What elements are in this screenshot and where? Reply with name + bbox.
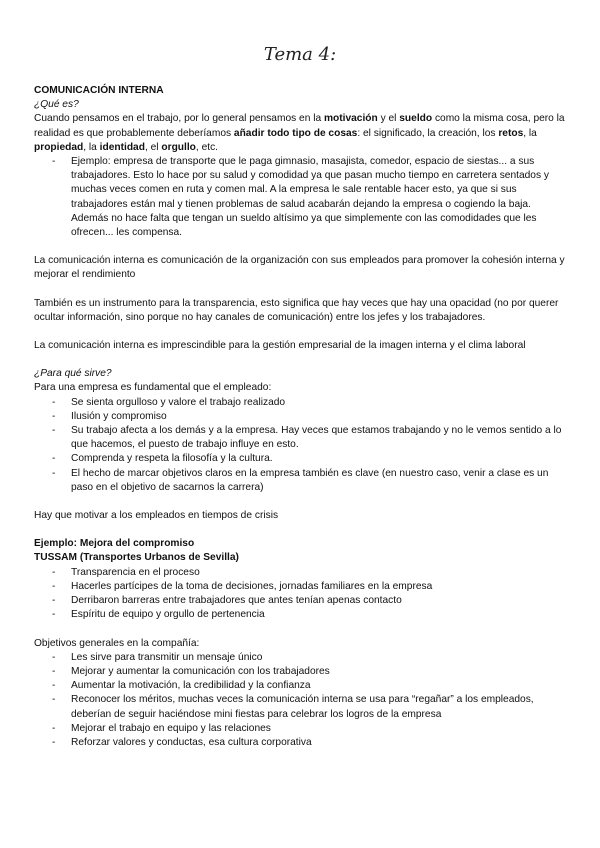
paragraph-motivation [34, 112, 566, 155]
tussam-heading: TUSSAM (Transportes Urbanos de Sevilla) [34, 552, 239, 564]
list-item: - Mejorar y aumentar la comunicación con los trabajadores [34, 665, 566, 679]
subheading-para-que-sirve: ¿Para qué sirve? [34, 368, 112, 380]
list-item: - Su trabajo afecta a los demás y a la empresa. Hay veces que estamos trabajando y no le vemos sentido a lo que hacemos, el puesto de trabajo influye en esto. [34, 424, 566, 452]
list-item: - Reforzar valores y conductas, esa cultura corporativa [34, 736, 566, 750]
list-item: - El hecho de marcar objetivos claros en la empresa también es clave (en nuestro caso, venir a clase es un paso en el objetivo de sacarnos la carrera) [34, 467, 566, 495]
list-item: - Derribaron barreras entre trabajadores que antes tenían apenas contacto [34, 594, 566, 608]
bold-term: propiedad [34, 141, 84, 153]
paragraph-crisis: Hay que motivar a los empleados en tiempos de crisis [34, 510, 279, 522]
example-heading: Ejemplo: Mejora del compromiso [34, 538, 195, 550]
paragraph-intro: Para una empresa es fundamental que el empleado: [34, 382, 272, 394]
paragraph-definition: La comunicación interna es comunicación de la organización con sus empleados para promover la cohesión interna y mejorar el rendimiento [34, 255, 565, 281]
example-list [34, 155, 566, 240]
text-run: , el [144, 141, 162, 153]
section-heading: COMUNICACIÓN INTERNA [34, 85, 164, 96]
bold-term: retos [498, 127, 524, 139]
text-run: y el [377, 113, 400, 125]
text-run: , la [83, 141, 100, 153]
list-item: - Reconocer los méritos, muchas veces la comunicación interna se usa para “regañar” a los empleados, deberían de seguir haciéndose mini fiestas para celebrar los logros de la empresa [34, 693, 566, 721]
text-run: , la [523, 127, 537, 139]
list-item: - Hacerles partícipes de la toma de decisiones, jornadas familiares en la empresa [34, 580, 566, 594]
text-run: Cuando pensamos en el trabajo, por lo general pensamos en la [34, 113, 324, 125]
subheading-que-es: ¿Qué es? [34, 99, 79, 111]
bold-term: añadir todo tipo de cosas [233, 127, 358, 139]
list-item: - Ejemplo: empresa de transporte que le paga gimnasio, masajista, comedor, espacio de siestas... a sus trabajadores. Esto lo hace por su salud y comodidad ya que pasan mucho tiempo en carretera sentados y muchas veces comen en ruta y comen mal. A la empresa le sale rentable hacer esto, ya que si sus trabajadores están mal y tienen problemas de salud acabarán dejando la empresa o cogiendo la baja. Además no hace falta que tengan un sueldo altísimo ya que simplemente con las comodidades que les ofrecen... les compensa. [34, 155, 566, 240]
objectives-list [34, 651, 566, 750]
list-item: - Comprenda y respeta la filosofía y la cultura. [34, 452, 566, 466]
list-item: - Ilusión y compromiso [34, 410, 566, 424]
list-item: - Espíritu de equipo y orgullo de pertenencia [34, 608, 566, 622]
bold-term: motivación [323, 113, 378, 125]
text-run: como la misma cosa, pero la realidad es que probablemente deberíamos [34, 113, 565, 139]
text-run: , etc. [195, 141, 218, 153]
list-item: - Se sienta orgulloso y valore el trabajo realizado [34, 396, 566, 410]
bold-term: identidad [99, 141, 145, 153]
text-run: : el significado, la creación, los [357, 127, 499, 139]
bold-term: sueldo [399, 113, 433, 125]
employee-list [34, 396, 566, 495]
list-item: - Les sirve para transmitir un mensaje único [34, 651, 566, 665]
list-item: - Mejorar el trabajo en equipo y las relaciones [34, 722, 566, 736]
list-item: - Aumentar la motivación, la credibilidad y la confianza [34, 679, 566, 693]
bold-term: orgullo [161, 141, 196, 153]
document-body [34, 84, 566, 750]
paragraph-transparency: También es un instrumento para la transparencia, esto significa que hay veces que hay una opacidad (no por querer ocultar información, sino porque no hay canales de comunicación) entre los jefes y los trabajadores. [34, 297, 559, 323]
paragraph-imprescindible: La comunicación interna es imprescindible para la gestión empresarial de la imagen interna y el clima laboral [34, 340, 526, 352]
list-item: - Transparencia en el proceso [34, 566, 566, 580]
page-title: Tema 4: [263, 44, 337, 65]
tussam-list [34, 566, 566, 623]
objectives-intro: Objetivos generales en la compañía: [34, 637, 200, 649]
